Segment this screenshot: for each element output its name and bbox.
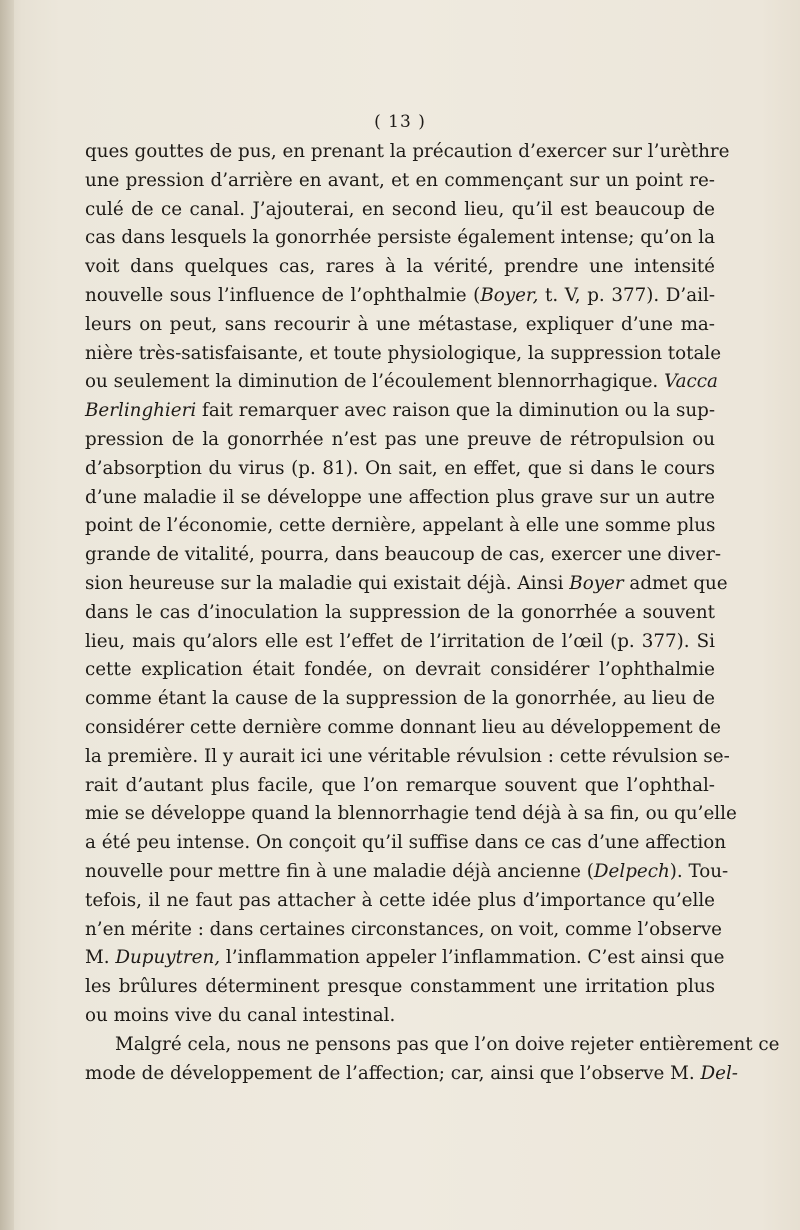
author-reference: Vacca	[664, 371, 718, 393]
text-line: cette explication était fondée, on devrait considérer l’ophthalmie	[85, 659, 715, 681]
page-number: ( 13 )	[374, 112, 426, 132]
binding-shadow	[0, 0, 14, 1230]
text-line: ou moins vive du canal intestinal.	[85, 1004, 396, 1026]
text-line: lieu, mais qu’alors elle est l’effet de l’irritation de l’œil (p. 377). Si	[85, 630, 715, 652]
author-reference: Boyer,	[480, 284, 539, 306]
text-line: mie se développe quand la blennorrhagie tend déjà à sa fin, ou qu’elle	[85, 803, 737, 825]
body-text	[85, 138, 780, 1088]
text-line: nouvelle pour mettre fin à une maladie déjà ancienne (Delpech). Tou-	[85, 860, 729, 882]
text-line: leurs on peut, sans recourir à une métastase, expliquer d’une ma-	[85, 313, 715, 335]
author-reference: Berlinghieri	[85, 400, 197, 422]
text-line: a été peu intense. On conçoit qu’il suffise dans ce cas d’une affection	[85, 832, 727, 854]
text-line: point de l’économie, cette dernière, appelant à elle une somme plus	[85, 515, 716, 537]
text-line: d’absorption du virus (p. 81). On sait, en effet, que si dans le cours	[85, 457, 715, 479]
text-line: dans le cas d’inoculation la suppression de la gonorrhée a souvent	[85, 601, 715, 623]
text-line: tefois, il ne faut pas attacher à cette idée plus d’importance qu’elle	[85, 889, 715, 911]
author-reference: Delpech	[593, 860, 670, 882]
author-reference: Dupuytren,	[115, 947, 221, 969]
text-line: cas dans lesquels la gonorrhée persiste également intense; qu’on la	[85, 227, 715, 249]
text-line: culé de ce canal. J’ajouterai, en second lieu, qu’il est beaucoup de	[85, 198, 715, 220]
text-line: nouvelle sous l’influence de l’ophthalmie (Boyer, t. V, p. 377). D’ail-	[85, 284, 715, 306]
text-line: d’une maladie il se développe une affection plus grave sur un autre	[85, 486, 715, 508]
author-reference: Del-	[700, 1062, 738, 1084]
text-line: Malgré cela, nous ne pensons pas que l’on doive rejeter entièrement ce	[115, 1033, 780, 1055]
text-line: sion heureuse sur la maladie qui existait déjà. Ainsi Boyer admet que	[85, 572, 728, 594]
text-line: rait d’autant plus facile, que l’on remarque souvent que l’ophthal-	[85, 774, 715, 796]
text-line: grande de vitalité, pourra, dans beaucoup de cas, exercer une diver-	[85, 544, 722, 566]
text-line: mode de développement de l’affection; car, ainsi que l’observe M. Del-	[85, 1062, 738, 1084]
author-reference: Boyer	[569, 572, 624, 594]
text-line: la première. Il y aurait ici une véritable révulsion : cette révulsion se-	[85, 745, 730, 767]
text-line: ou seulement la diminution de l’écoulement blennorrhagique. Vacca	[85, 371, 718, 393]
text-line: M. Dupuytren, l’inflammation appeler l’inflammation. C’est ainsi que	[85, 947, 725, 969]
text-line: ques gouttes de pus, en prenant la précaution d’exercer sur l’urèthre	[85, 141, 730, 162]
text-line: nière très-satisfaisante, et toute physiologique, la suppression totale	[85, 342, 722, 364]
text-line: comme étant la cause de la suppression de la gonorrhée, au lieu de	[85, 688, 715, 710]
text-line: voit dans quelques cas, rares à la vérité, prendre une intensité	[85, 256, 715, 278]
text-line: une pression d’arrière en avant, et en commençant sur un point re-	[85, 169, 715, 191]
text-line: n’en mérite : dans certaines circonstances, on voit, comme l’observe	[85, 918, 722, 940]
text-line: pression de la gonorrhée n’est pas une preuve de rétropulsion ou	[85, 428, 715, 450]
text-line: Berlinghieri fait remarquer avec raison que la diminution ou la sup-	[85, 400, 715, 422]
text-line: les brûlures déterminent presque constamment une irritation plus	[85, 976, 715, 998]
text-line: considérer cette dernière comme donnant lieu au développement de	[85, 716, 721, 738]
